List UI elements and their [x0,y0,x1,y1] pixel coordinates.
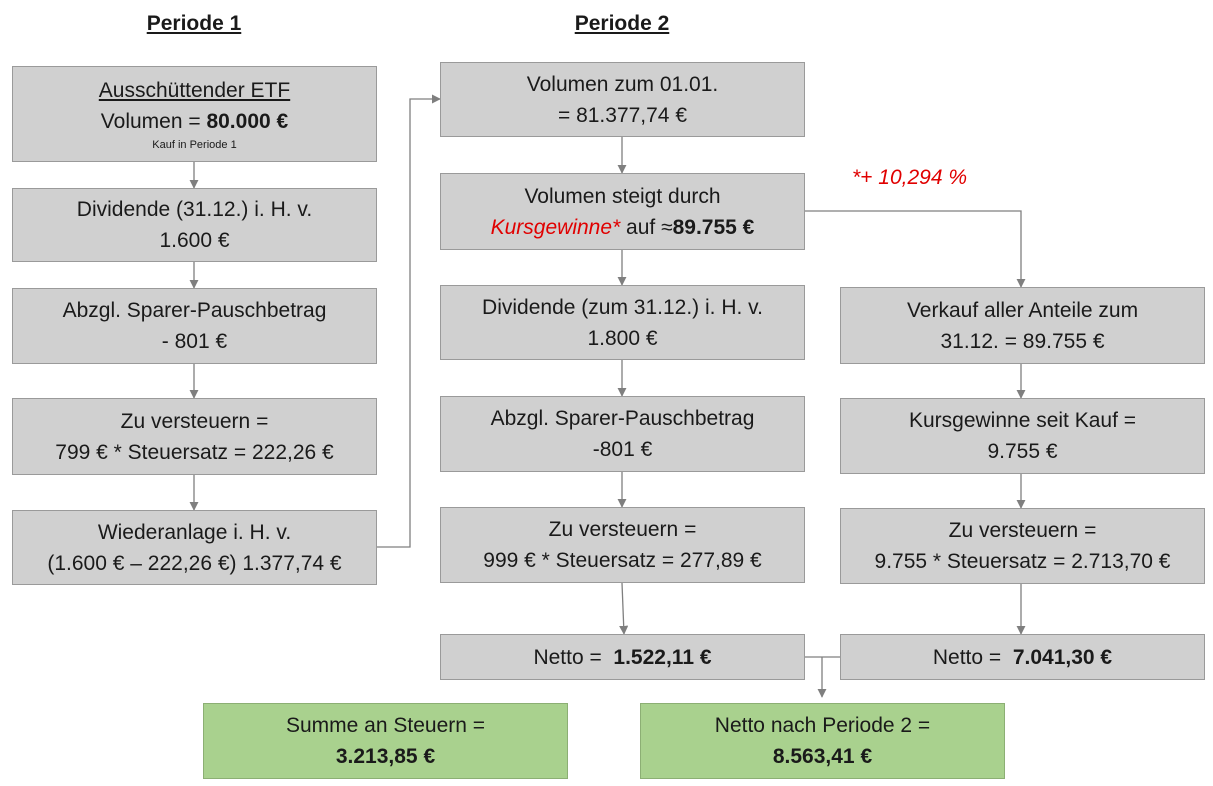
etf-title: Ausschüttender ETF [98,79,291,102]
box-etf-purchase [12,66,377,162]
box-net-sale [840,634,1205,680]
dividend-p2-value: 1.800 € [587,326,658,350]
etf-volume [101,106,288,137]
growth-highlight: Kursgewinne* [490,215,621,239]
box-taxable-p2 [440,507,805,583]
taxable-p2-label: Zu versteuern = [548,518,697,541]
growth-value-line [491,212,755,243]
sale-value: 31.12. = 89.755 € [940,329,1105,353]
net-sale-label: Netto = [932,645,1013,669]
total-tax-value: 3.213,85 € [335,745,436,768]
growth-percent-annotation: *+ 10,294 % [852,166,968,189]
taxable-sale-label: Zu versteuern = [948,519,1097,542]
growth-label: Volumen steigt durch [524,184,721,208]
box-total-tax [203,703,568,779]
heading-period-2: Periode 2 [574,12,670,35]
etf-volume-label: Volumen = [100,110,207,133]
arrow-reinvest-to-volume [377,99,440,547]
heading-period-1: Periode 1 [146,12,242,35]
arrow-taxable-to-net-p2 [622,583,624,634]
net-p2-line [533,642,711,673]
box-reinvest-p1 [12,510,377,585]
box-total-net [640,703,1005,779]
box-dividend-p2 [440,285,805,360]
taxable-p1-value: 799 € * Steuersatz = 222,26 € [55,440,334,464]
allowance-p2-value: -801 € [592,438,653,461]
box-taxable-p1 [12,398,377,475]
taxable-p1-label: Zu versteuern = [120,409,269,433]
box-gains [840,398,1205,474]
arrow-growth-to-sale [805,211,1021,287]
gains-label: Kursgewinne seit Kauf = [908,409,1137,432]
net-sale-line [933,642,1112,673]
etf-note: Kauf in Periode 1 [152,139,237,151]
box-allowance-p1 [12,288,377,364]
box-growth-p2 [440,173,805,250]
growth-value: 89.755 € [672,215,755,239]
gains-value: 9.755 € [987,440,1058,463]
net-sale-value: 7.041,30 € [1012,645,1113,669]
reinvest-label: Wiederanlage i. H. v. [97,520,292,544]
allowance-p2-label: Abzgl. Sparer-Pauschbetrag [490,407,755,430]
total-tax-label: Summe an Steuern = [285,714,486,737]
dividend-p1-value: 1.600 € [159,229,230,252]
total-net-label: Netto nach Periode 2 = [714,714,931,737]
taxable-sale-value: 9.755 * Steuersatz = 2.713,70 € [874,550,1171,573]
box-net-p2 [440,634,805,680]
net-p2-label: Netto = [533,645,614,669]
dividend-p2-label: Dividende (zum 31.12.) i. H. v. [482,295,763,319]
reinvest-value: (1.600 € – 222,26 €) 1.377,74 € [47,551,342,575]
total-net-value: 8.563,41 € [772,745,873,768]
etf-volume-value: 80.000 € [206,110,289,133]
sale-label: Verkauf aller Anteile zum [906,298,1139,322]
taxable-p2-value: 999 € * Steuersatz = 277,89 € [483,549,762,572]
box-taxable-sale [840,508,1205,584]
volume-p2-value: = 81.377,74 € [557,103,688,127]
allowance-p1-value: - 801 € [161,330,228,353]
box-allowance-p2 [440,396,805,472]
box-dividend-p1 [12,188,377,262]
box-sale [840,287,1205,364]
box-volume-p2 [440,62,805,137]
dividend-p1-label: Dividende (31.12.) i. H. v. [76,198,313,221]
allowance-p1-label: Abzgl. Sparer-Pauschbetrag [62,299,327,322]
volume-p2-label: Volumen zum 01.01. [526,72,719,96]
net-p2-value: 1.522,11 € [613,645,712,669]
growth-middle: auf ≈ [620,215,673,239]
